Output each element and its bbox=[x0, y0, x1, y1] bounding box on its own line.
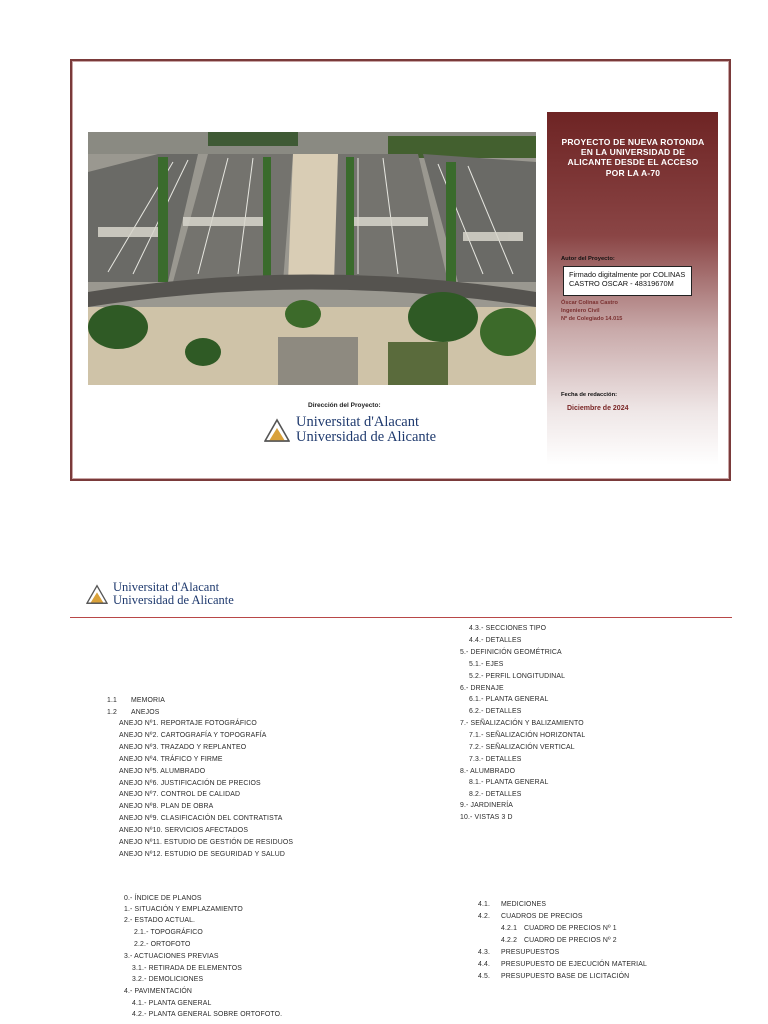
anejo-item: ANEJO Nº3. TRAZADO Y REPLANTEO bbox=[119, 744, 247, 751]
plano-item: 4.1.- PLANTA GENERAL bbox=[132, 1000, 212, 1007]
author-colegiado: Nº de Colegiado 14.015 bbox=[561, 316, 623, 322]
plano-item: 7.2.- SEÑALIZACIÓN VERTICAL bbox=[469, 744, 575, 751]
toc-item: 1.1 MEMORIA bbox=[107, 697, 165, 704]
fecha-value: Diciembre de 2024 bbox=[567, 405, 629, 412]
presupuesto-item: 4.2. CUADROS DE PRECIOS bbox=[478, 913, 583, 920]
anejo-item: ANEJO Nº12. ESTUDIO DE SEGURIDAD Y SALUD bbox=[119, 851, 286, 858]
logo-line-spanish: Universidad de Alicante bbox=[113, 593, 234, 608]
plano-item: 2.2.- ORTOFOTO bbox=[134, 941, 191, 948]
plano-item: 5.- DEFINICIÓN GEOMÉTRICA bbox=[460, 649, 562, 656]
project-title: PROYECTO DE NUEVA ROTONDA EN LA UNIVERSIDAD DE ALICANTE DESDE EL ACCESO POR LA A-70 bbox=[561, 137, 705, 178]
anejo-item: ANEJO Nº1. REPORTAJE FOTOGRÁFICO bbox=[119, 720, 257, 727]
plano-item: 6.2.- DETALLES bbox=[469, 708, 522, 715]
plano-item: 4.2.- PLANTA GENERAL SOBRE ORTOFOTO. bbox=[132, 1011, 283, 1018]
plano-item: 3.- ACTUACIONES PREVIAS bbox=[124, 953, 219, 960]
anejo-item: ANEJO Nº9. CLASIFICACIÓN DEL CONTRATISTA bbox=[119, 815, 283, 822]
plano-item: 7.3.- DETALLES bbox=[469, 756, 522, 763]
anejo-item: ANEJO Nº7. CONTROL DE CALIDAD bbox=[119, 791, 241, 798]
plano-item: 5.1.- EJES bbox=[469, 661, 504, 668]
presupuesto-item: 4.2.2 CUADRO DE PRECIOS Nº 2 bbox=[501, 937, 617, 944]
logo-line-valencian: Universitat d'Alacant bbox=[113, 580, 220, 594]
plano-item: 2.1.- TOPOGRÁFICO bbox=[134, 929, 203, 936]
plano-item: 3.2.- DEMOLICIONES bbox=[132, 976, 204, 983]
plano-item: 7.- SEÑALIZACIÓN Y BALIZAMIENTO bbox=[460, 720, 584, 727]
plano-item: 4.3.- SECCIONES TIPO bbox=[469, 625, 547, 632]
plano-item: 10.- VISTAS 3 D bbox=[460, 814, 513, 821]
anejo-item: ANEJO Nº5. ALUMBRADO bbox=[119, 768, 206, 775]
plano-item: 8.1.- PLANTA GENERAL bbox=[469, 779, 549, 786]
toc-item: 1.2 ANEJOS bbox=[107, 709, 160, 716]
plano-item: 0.- ÍNDICE DE PLANOS bbox=[124, 895, 202, 902]
anejo-item: ANEJO Nº6. JUSTIFICACIÓN DE PRECIOS bbox=[119, 780, 261, 787]
plano-item: 2.- ESTADO ACTUAL. bbox=[124, 917, 196, 924]
plano-item: 8.2.- DETALLES bbox=[469, 791, 522, 798]
plano-item: 6.- DRENAJE bbox=[460, 685, 504, 692]
fecha-label: Fecha de redacción: bbox=[561, 392, 618, 398]
logo-line-spanish: Universidad de Alicante bbox=[296, 429, 437, 446]
plano-item: 5.2.- PERFIL LONGITUDINAL bbox=[469, 673, 566, 680]
presupuesto-item: 4.4. PRESUPUESTO DE EJECUCIÓN MATERIAL bbox=[478, 961, 647, 968]
plano-item: 3.1.- RETIRADA DE ELEMENTOS bbox=[132, 965, 242, 972]
author-name: Óscar Colinas Castro bbox=[561, 300, 618, 306]
anejo-item: ANEJO Nº2. CARTOGRAFÍA Y TOPOGRAFÍA bbox=[119, 732, 267, 739]
plano-item: 8.- ALUMBRADO bbox=[460, 768, 516, 775]
direccion-label: Dirección del Proyecto: bbox=[308, 402, 381, 409]
plano-item: 1.- SITUACIÓN Y EMPLAZAMIENTO bbox=[124, 906, 243, 913]
anejo-item: ANEJO Nº4. TRÁFICO Y FIRME bbox=[119, 756, 223, 763]
plano-item: 4.- PAVIMENTACIÓN bbox=[124, 988, 193, 995]
presupuesto-item: 4.3. PRESUPUESTOS bbox=[478, 949, 560, 956]
plano-item: 4.4.- DETALLES bbox=[469, 637, 522, 644]
anejo-item: ANEJO Nº11. ESTUDIO DE GESTIÓN DE RESIDUOS bbox=[119, 839, 294, 846]
plano-item: 7.1.- SEÑALIZACIÓN HORIZONTAL bbox=[469, 732, 586, 739]
author-role: Ingeniero Civil bbox=[561, 308, 600, 314]
presupuesto-item: 4.2.1 CUADRO DE PRECIOS Nº 1 bbox=[501, 925, 617, 932]
presupuesto-item: 4.1. MEDICIONES bbox=[478, 901, 547, 908]
anejo-item: ANEJO Nº8. PLAN DE OBRA bbox=[119, 803, 214, 810]
signature-line: CASTRO OSCAR - 48319670M bbox=[569, 279, 674, 289]
signature-line: Firmado digitalmente por COLINAS bbox=[569, 270, 686, 279]
plano-item: 9.- JARDINERÍA bbox=[460, 802, 514, 809]
autor-label: Autor del Proyecto: bbox=[561, 256, 615, 262]
presupuesto-item: 4.5. PRESUPUESTO BASE DE LICITACIÓN bbox=[478, 973, 630, 980]
plano-item: 6.1.- PLANTA GENERAL bbox=[469, 696, 549, 703]
logo-line-valencian: Universitat d'Alacant bbox=[296, 414, 420, 430]
anejo-item: ANEJO Nº10. SERVICIOS AFECTADOS bbox=[119, 827, 249, 834]
